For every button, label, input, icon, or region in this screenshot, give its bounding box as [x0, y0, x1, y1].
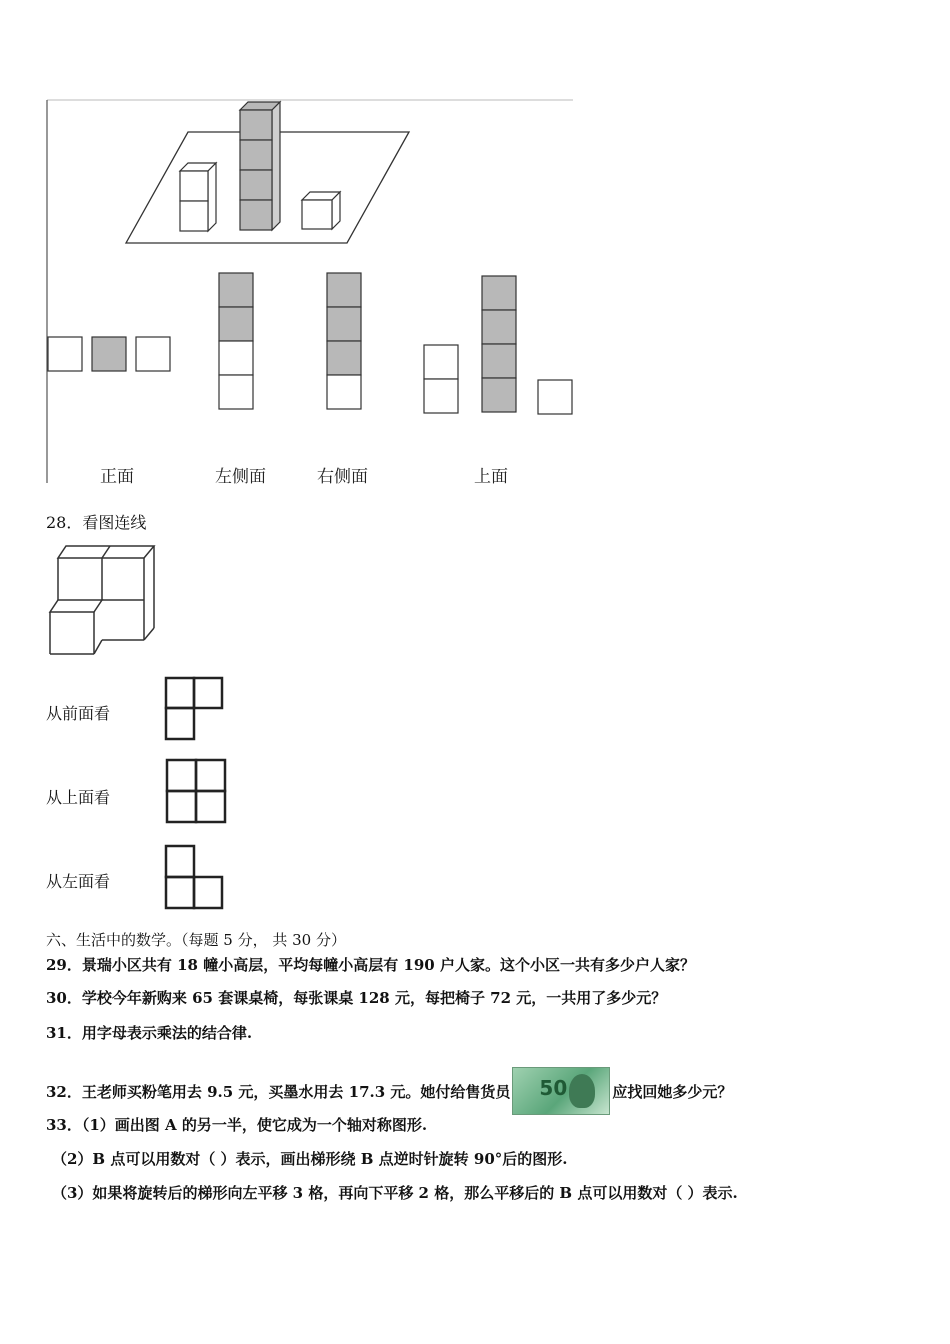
- top-view: [424, 276, 572, 414]
- left-side-view: [219, 273, 253, 409]
- question-text: 看图连线: [82, 513, 147, 532]
- question-number: 28．: [46, 513, 83, 532]
- question-28-title: [46, 510, 146, 533]
- banknote-value: 50: [539, 1076, 568, 1100]
- question-33-part-1: 33．（1）画出图 A 的另一半，使它成为一个轴对称图形.: [46, 1116, 428, 1134]
- question-31: 31．用字母表示乘法的结合律.: [46, 1024, 253, 1042]
- cube-stack-right: [302, 192, 340, 229]
- question-29: 29．景瑞小区共有 18 幢小高层，平均每幢小高层有 190 户人家。这个小区一共有多少户人家？: [46, 956, 695, 974]
- view-label-right-side: 右侧面: [317, 467, 368, 487]
- view-shape-top: [164, 757, 228, 825]
- question-33-part-3: （3）如果将旋转后的梯形向左平移 3 格，再向下平移 2 格，那么平移后的 B 点可以用数对（ ）表示.: [52, 1184, 738, 1202]
- question-33-part-2: （2）B 点可以用数对（ ）表示，画出梯形绕 B 点逆时针旋转 90°后的图形.: [52, 1150, 568, 1168]
- question-32-text-after: 应找回她多少元？: [612, 1082, 733, 1101]
- view-from-top-label: 从上面看: [46, 788, 111, 807]
- view-shape-front: [163, 675, 225, 743]
- block-figure-3d: [44, 540, 159, 660]
- cube-stack-left: [180, 163, 216, 231]
- view-from-front-label: 从前面看: [46, 704, 111, 723]
- question-32-text-before: 32．王老师买粉笔用去 9.5 元，买墨水用去 17.3 元。她付给售货员: [46, 1082, 511, 1101]
- view-label-left-side: 左侧面: [215, 467, 266, 487]
- cube-stack-figure: [40, 95, 580, 490]
- question-32: [46, 1067, 732, 1115]
- view-label-top: 上面: [474, 467, 508, 487]
- right-side-view: [327, 273, 361, 409]
- portrait-icon: [569, 1074, 595, 1108]
- section-6-heading: 六、生活中的数学。（每题 5 分， 共 30 分）: [46, 931, 346, 949]
- cube-stack-center: [240, 102, 280, 230]
- view-label-front: 正面: [100, 467, 134, 487]
- view-from-left-label: 从左面看: [46, 872, 111, 891]
- front-view: [48, 337, 170, 371]
- view-shape-left: [163, 843, 225, 911]
- question-30: 30．学校今年新购来 65 套课桌椅，每张课桌 128 元，每把椅子 72 元，一共用了多少元？: [46, 989, 667, 1007]
- banknote-image: [512, 1067, 610, 1115]
